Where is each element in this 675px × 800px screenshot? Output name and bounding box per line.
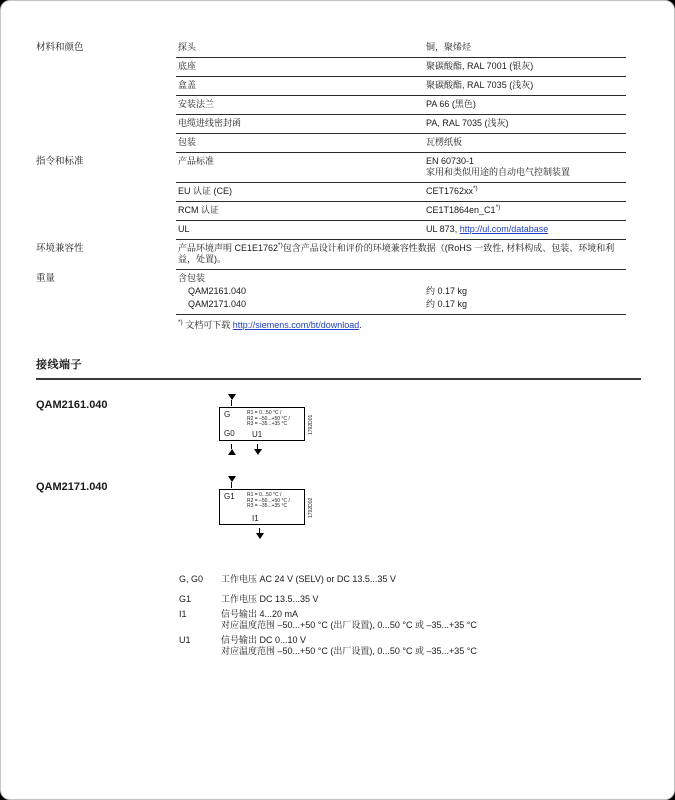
group-label-materials: 材料和颜色: [36, 42, 84, 53]
table-row: [36, 153, 639, 183]
weight-label: 含包装: [178, 273, 206, 283]
return-arrow-icon: [227, 444, 236, 455]
spec-value: EN 60730-1: [426, 156, 475, 166]
footnote-marker: *): [473, 185, 478, 192]
weight-value: 约 0.17 kg: [426, 286, 468, 296]
table-row: [36, 202, 639, 221]
weight-value: 约 0.17 kg: [426, 299, 468, 309]
table-row: [36, 240, 639, 270]
model-number: QAM2161.040: [188, 286, 247, 296]
environment-statement: [178, 243, 626, 265]
terminal-legend: [179, 574, 639, 657]
group-label-environment: 环境兼容性: [36, 243, 84, 254]
spec-value: 铜，聚烯烃: [426, 42, 472, 52]
env-description: 包含产品设计和评价的环境兼容性数据（(RoHS 一致性, 材料构成、包装、环境和利益，处置)。: [178, 243, 615, 264]
device-box: [219, 489, 305, 525]
legend-term: G1: [179, 594, 192, 604]
supply-arrow-icon: [227, 476, 236, 488]
spec-label: RCM 认证: [178, 205, 219, 215]
legend-row: [179, 594, 639, 605]
drawing-id: 1792D02: [308, 497, 314, 519]
model-number: QAM2161.040: [36, 399, 108, 411]
legend-row: [179, 609, 639, 631]
terminal-g: G: [224, 410, 231, 419]
spec-label: 电缆进线密封函: [178, 118, 242, 128]
spec-label: 探头: [178, 42, 197, 52]
terminal-g0: G0: [224, 429, 235, 438]
terminal-diagram-qam2171: [36, 476, 639, 548]
table-row: [36, 221, 639, 240]
wiring-diagram: [219, 476, 359, 548]
group-label-weight: 重量: [36, 273, 56, 284]
spec-value: 聚碳酸酯, RAL 7035 (浅灰): [426, 80, 534, 90]
spec-label: 底座: [178, 61, 197, 71]
spec-value: 聚碳酸酯, RAL 7001 (银灰): [426, 61, 534, 71]
table-row: [36, 183, 639, 202]
weight-row: [178, 299, 626, 310]
footnote-marker: *): [278, 242, 283, 249]
range-settings: R1 = 0...50 °C / R2 = –50...+50 °C / R3 = –35...+35 °C: [247, 410, 290, 427]
legend-term: U1: [179, 635, 191, 645]
spec-value: [426, 186, 626, 197]
footnote: [176, 315, 626, 333]
spec-label: UL: [178, 224, 190, 234]
table-row: [36, 134, 639, 153]
drawing-id: 1792D01: [308, 414, 314, 436]
legend-row: [179, 635, 639, 657]
legend-description: 工作电压 AC 24 V (SELV) or DC 13.5...35 V: [221, 574, 396, 584]
table-row: [36, 77, 639, 96]
section-divider: [36, 378, 641, 380]
group-label-standards: 指令和标准: [36, 156, 84, 167]
spec-value: [426, 224, 626, 235]
spec-value: [426, 205, 626, 216]
table-row: [36, 58, 639, 77]
terminal-i1: I1: [252, 514, 259, 523]
ul-database-link[interactable]: http://ul.com/database: [459, 224, 549, 234]
footnote-suffix: .: [359, 320, 362, 330]
legend-description: 信号输出 DC 0...10 V 对应温度范围 –50...+50 °C (出厂设置), 0...50 °C 或 –35...+35 °C: [221, 635, 477, 656]
table-row: [36, 270, 639, 315]
spec-label: 盒盖: [178, 80, 197, 90]
legend-row: [179, 574, 639, 585]
table-row: [36, 96, 639, 115]
legend-term: I1: [179, 609, 187, 619]
range-settings: R1 = 0...50 °C / R2 = –50...+50 °C / R3 = –35...+35 °C: [247, 492, 290, 509]
table-row: [36, 315, 639, 333]
spec-value: PA, RAL 7035 (浅灰): [426, 118, 509, 128]
cert-number: CET1762xx: [426, 186, 474, 196]
terminal-u1: U1: [252, 430, 263, 439]
spec-label: 包装: [178, 137, 197, 147]
terminal-diagram-qam2161: [36, 394, 639, 466]
spec-label: 产品标准: [178, 156, 215, 166]
footnote-text: 文档可下载: [182, 320, 233, 330]
device-box: [219, 407, 305, 441]
spec-label: EU 认证 (CE): [178, 186, 233, 196]
wiring-diagram: [219, 394, 359, 466]
ul-text: UL 873,: [426, 224, 460, 234]
supply-arrow-icon: [227, 394, 236, 406]
table-row: [36, 39, 639, 58]
spec-value: 瓦楞纸板: [426, 137, 463, 147]
page-content: [1, 1, 674, 657]
env-doc-number: 产品环境声明 CE1E1762: [178, 243, 279, 253]
footnote-marker: *): [178, 319, 183, 326]
spec-value: PA 66 (黑色): [426, 99, 476, 109]
spec-label: 安装法兰: [178, 99, 215, 109]
model-number: QAM2171.040: [188, 299, 247, 309]
legend-description: 工作电压 DC 13.5...35 V: [221, 594, 319, 604]
model-number: QAM2171.040: [36, 481, 108, 493]
download-link[interactable]: http://siemens.com/bt/download: [232, 320, 360, 330]
section-title-terminals: 接线端子: [36, 359, 82, 371]
cert-number: CE1T1864en_C1: [426, 205, 496, 215]
footnote-marker: *): [495, 204, 501, 211]
legend-term: G, G0: [179, 574, 204, 584]
table-row: [36, 115, 639, 134]
weight-row: [178, 286, 626, 297]
output-arrow-icon: [255, 528, 264, 539]
output-arrow-icon: [253, 444, 262, 455]
spec-value-line2: 家用和类似用途的自动电气控制装置: [426, 167, 571, 177]
terminal-g1: G1: [224, 492, 235, 501]
legend-description: 信号输出 4...20 mA 对应温度范围 –50...+50 °C (出厂设置), 0...50 °C 或 –35...+35 °C: [221, 609, 477, 630]
